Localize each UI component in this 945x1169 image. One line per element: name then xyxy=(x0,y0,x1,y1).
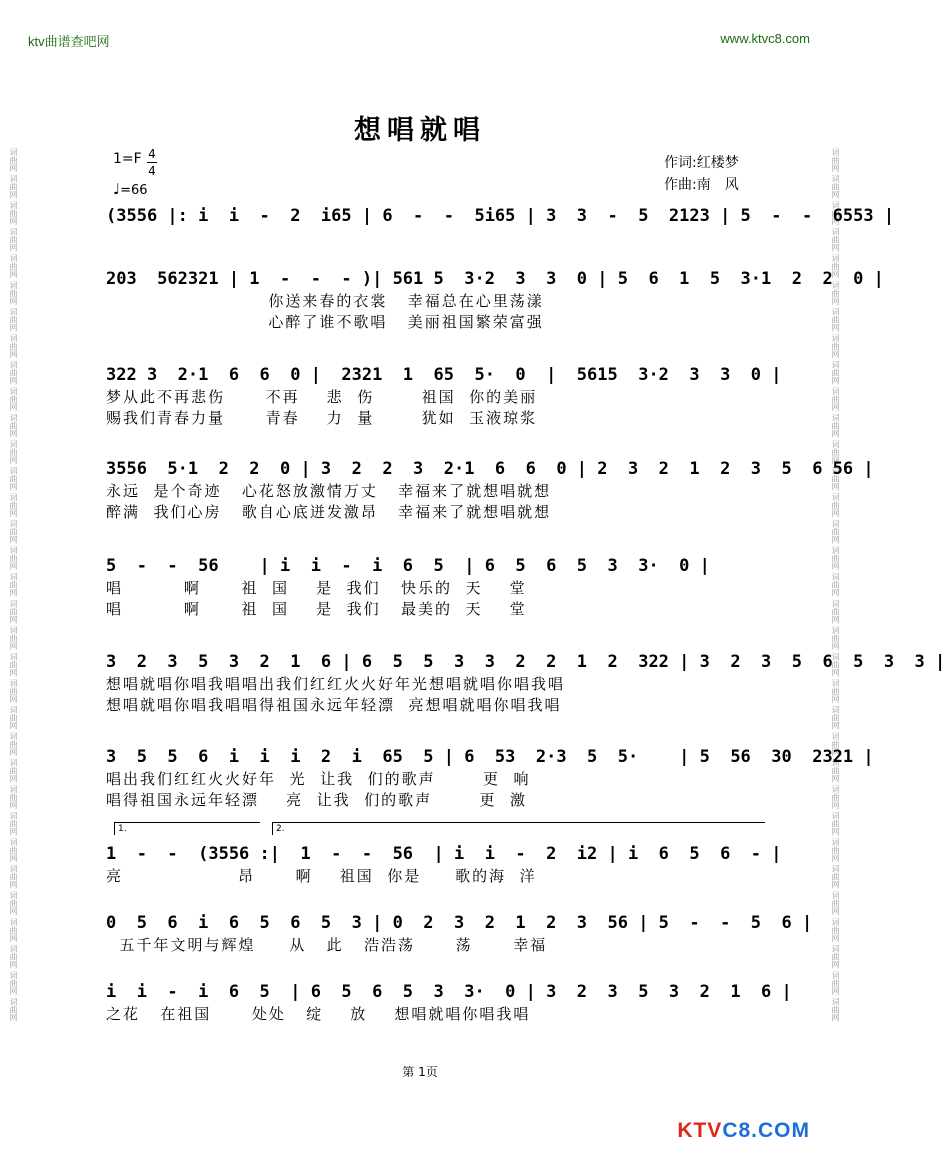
notation-line: 5 - - 56 | i i - i 6 5 | 6 5 6 5 3 3· 0 | xyxy=(106,556,710,576)
lyrics-verse-2: 唱得祖国永远年轻漂 亮 让我 们的歌声 更 激 xyxy=(106,791,528,809)
lyricist: 作词:红楼梦 xyxy=(664,155,739,171)
site-logo: KTVC8.COM xyxy=(677,1119,810,1142)
lyrics-verse-1: 之花 在祖国 处处 绽 放 想唱就唱你唱我唱 xyxy=(106,1005,531,1023)
song-title: 想唱就唱 xyxy=(354,115,486,146)
site-name[interactable]: ktv曲谱查吧网 xyxy=(28,34,110,49)
score-row xyxy=(106,554,766,620)
lyrics-verse-1: 梦从此不再悲伤 不再 悲 伤 祖国 你的美丽 xyxy=(106,388,538,406)
notation-line: i i - i 6 5 | 6 5 6 5 3 3· 0 | 3 2 3 5 3 2 1 6 | xyxy=(106,982,792,1002)
score-row xyxy=(106,980,792,1025)
lyrics-verse-1: 亮 昂 啊 祖国 你是 歌的海 洋 xyxy=(106,867,537,885)
score-row xyxy=(106,650,945,716)
credits xyxy=(664,152,739,196)
meter-top: 4 xyxy=(148,147,156,161)
lyrics-verse-2: 唱 啊 祖 国 是 我们 最美的 天 堂 xyxy=(106,600,527,618)
lyrics-verse-2: 赐我们青春力量 青春 力 量 犹如 玉液琼浆 xyxy=(106,409,538,427)
time-signature xyxy=(147,146,157,179)
watermark-right: 词曲网 词曲网 词曲网 词曲网 词曲网 词曲网 词曲网 词曲网 词曲网 词曲网 词曲网 词曲网 词曲网 词曲网 词曲网 词曲网 词曲网 词曲网 词曲网 词曲网 词曲网 词曲网 词曲网 词曲网 词曲网 词曲网 词曲网 词曲网 词曲网 词曲网 词曲网 词曲网 词曲网 xyxy=(831,147,840,1022)
meter-bottom: 4 xyxy=(148,164,156,178)
composer: 作曲:南 风 xyxy=(664,177,739,193)
volta-brackets xyxy=(114,822,764,836)
score-row xyxy=(106,267,884,333)
notation-line: 1 - - (3556 :| 1 - - 56 | i i - 2 i2 | i 6 5 6 - | xyxy=(106,844,782,864)
site-url[interactable]: www.ktvc8.com xyxy=(720,31,810,46)
notation-line: 3556 5·1 2 2 0 | 3 2 2 3 2·1 6 6 0 | 2 3 2 1 2 3 5 6 56 | xyxy=(106,459,874,479)
score-row xyxy=(106,911,813,956)
lyrics-verse-2: 想唱就唱你唱我唱唱得祖国永远年轻漂 亮想唱就唱你唱我唱 xyxy=(106,696,562,714)
lyrics-verse-1: 唱 啊 祖 国 是 我们 快乐的 天 堂 xyxy=(106,579,527,597)
score-row xyxy=(106,457,874,523)
lyrics-verse-1: 永远 是个奇迹 心花怒放激情万丈 幸福来了就想唱就想 xyxy=(106,482,552,500)
key-signature: 1=F xyxy=(113,151,142,167)
notation-line: (3556 |: i i - 2 i65 | 6 - - 5i65 | 3 3 - 5 2123 | 5 - - 6553 | xyxy=(106,206,895,226)
score-row xyxy=(106,363,782,429)
notation-line: 322 3 2·1 6 6 0 | 2321 1 65 5· 0 | 5615 3·2 3 3 0 | xyxy=(106,365,782,385)
lyrics-verse-2: 醉满 我们心房 歌自心底迸发激昂 幸福来了就想唱就想 xyxy=(106,503,552,521)
notation-line: 3 5 5 6 i i i 2 i 65 5 | 6 53 2·3 5 5· | 5 56 30 2321 | xyxy=(106,747,874,767)
score-row xyxy=(106,745,874,811)
lyrics-verse-1: 想唱就唱你唱我唱唱出我们红红火火好年光想唱就唱你唱我唱 xyxy=(106,675,566,693)
lyrics-verse-1: 五千年文明与辉煌 从 此 浩浩荡 荡 幸福 xyxy=(106,936,548,954)
notation-line: 203 562321 | 1 - - - )| 561 5 3·2 3 3 0 | 5 6 1 5 3·1 2 2 0 | xyxy=(106,269,884,289)
first-ending: 1. xyxy=(114,822,260,835)
quarter-note-icon: ♩ xyxy=(113,180,121,198)
score-row xyxy=(106,204,895,228)
notation-line: 0 5 6 i 6 5 6 5 3 | 0 2 3 2 1 2 3 56 | 5 - - 5 6 | xyxy=(106,913,813,933)
lyrics-verse-2: 心醉了谁不歌唱 美丽祖国繁荣富强 xyxy=(106,313,544,331)
lyrics-verse-1: 唱出我们红红火火好年 光 让我 们的歌声 更 响 xyxy=(106,770,531,788)
page-number: 第 1页 xyxy=(402,1065,438,1079)
tempo-value: =66 xyxy=(120,183,148,198)
lyrics-verse-1: 你送来春的衣裳 幸福总在心里荡漾 xyxy=(106,292,544,310)
second-ending: 2. xyxy=(272,822,765,835)
tempo-marking xyxy=(113,180,148,198)
notation-line: 3 2 3 5 3 2 1 6 | 6 5 5 3 3 2 2 1 2 322 | 3 2 3 5 6 5 3 3 | xyxy=(106,652,945,672)
score-row xyxy=(106,842,782,887)
meter-line xyxy=(147,162,157,163)
watermark-left: 词曲网 词曲网 词曲网 词曲网 词曲网 词曲网 词曲网 词曲网 词曲网 词曲网 词曲网 词曲网 词曲网 词曲网 词曲网 词曲网 词曲网 词曲网 词曲网 词曲网 词曲网 词曲网 词曲网 词曲网 词曲网 词曲网 词曲网 词曲网 词曲网 词曲网 词曲网 词曲网 词曲网 xyxy=(9,147,18,1022)
